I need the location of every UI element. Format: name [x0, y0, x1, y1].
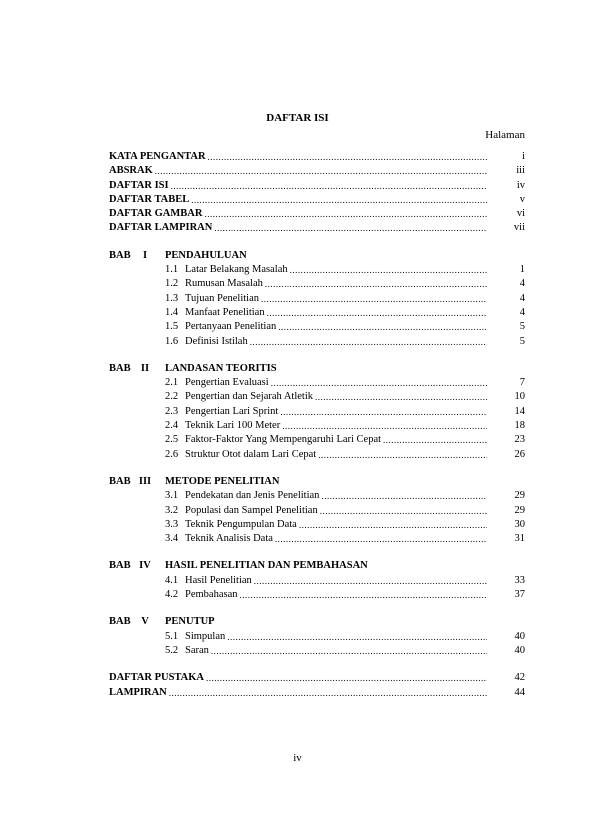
toc-section-entry	[109, 277, 525, 291]
dot-leader	[155, 164, 487, 178]
section-title: Rumusan Masalah	[185, 278, 263, 290]
chapters-list	[109, 249, 525, 671]
entry-page-number: 4	[519, 292, 525, 304]
entry-page-number: 7	[519, 377, 525, 389]
section-title: Hasil Penelitian	[185, 574, 252, 586]
back-matter-list	[109, 671, 525, 700]
toc-section-entry	[109, 292, 525, 306]
toc-entry	[109, 179, 525, 193]
section-title: Tujuan Penelitian	[185, 292, 259, 304]
dot-leader	[267, 306, 487, 320]
chapter-roman: V	[141, 616, 149, 628]
section-number: 1.5	[165, 321, 179, 333]
section-number: 2.1	[165, 377, 179, 389]
entry-page-number: 37	[514, 589, 525, 601]
dot-leader	[250, 335, 487, 349]
spacer	[109, 546, 525, 559]
entry-page-number: 42	[514, 672, 525, 684]
dot-leader	[290, 263, 487, 277]
section-number: 2.6	[165, 448, 179, 460]
entry-page-number: 4	[519, 278, 525, 290]
spacer	[109, 462, 525, 475]
page-title: DAFTAR ISI	[266, 112, 329, 124]
section-title: Faktor-Faktor Yang Mempengaruhi Lari Cepat	[185, 434, 382, 446]
section-number: 3.4	[165, 533, 179, 545]
dot-leader	[204, 207, 487, 221]
entry-label: DAFTAR TABEL	[109, 193, 190, 205]
section-number: 3.3	[165, 518, 179, 530]
entry-page-number: 14	[514, 405, 525, 417]
chapter-title: LANDASAN TEORITIS	[165, 362, 277, 374]
entry-label: DAFTAR ISI	[109, 179, 169, 191]
chapter-roman: III	[138, 475, 152, 487]
dot-leader	[206, 671, 487, 685]
toc-entry	[109, 164, 525, 178]
entry-label	[165, 433, 381, 447]
section-title: Pembahasan	[185, 589, 238, 601]
spacer	[109, 236, 525, 249]
entry-label	[165, 574, 252, 588]
section-number: 1.6	[165, 335, 179, 347]
dot-leader	[211, 644, 487, 658]
toc-section-entry	[109, 518, 525, 532]
entry-page-number: 44	[514, 686, 525, 698]
toc-section-entry	[109, 630, 525, 644]
entry-page-number: vii	[513, 222, 525, 234]
entry-page-number: 40	[514, 630, 525, 642]
dot-leader	[240, 588, 488, 602]
dot-leader	[254, 574, 487, 588]
dot-leader	[208, 150, 487, 164]
chapter-bab: BAB	[109, 249, 131, 261]
section-title: Pendekatan dan Jenis Penelitian	[185, 490, 320, 502]
entry-label: LAMPIRAN	[109, 686, 167, 698]
entry-page-number: vi	[516, 208, 525, 220]
section-number: 2.3	[165, 405, 179, 417]
section-number: 4.2	[165, 589, 179, 601]
entry-label	[165, 292, 259, 306]
chapter-roman: IV	[139, 560, 151, 572]
chapter-roman: II	[140, 362, 150, 374]
section-title: Pengertian dan Sejarah Atletik	[185, 391, 314, 403]
entry-label	[165, 277, 263, 291]
entry-page-number: i	[522, 151, 525, 162]
section-title: Simpulan	[185, 630, 226, 642]
dot-leader	[171, 179, 487, 193]
section-title: Pengertian Evaluasi	[185, 377, 269, 389]
toc-section-entry	[109, 376, 525, 390]
chapter-heading	[109, 559, 525, 573]
chapter-bab: BAB	[109, 560, 131, 572]
front-matter-list	[109, 150, 525, 236]
section-title: Pertanyaan Penelitian	[185, 321, 277, 333]
toc-section-entry	[109, 448, 525, 462]
entry-label	[165, 644, 209, 658]
entry-page-number: 4	[519, 306, 525, 318]
dot-leader	[278, 320, 487, 334]
section-title: Teknik Analisis Data	[185, 533, 273, 545]
section-number: 3.1	[165, 490, 179, 502]
entry-label	[165, 320, 276, 334]
section-number: 1.3	[165, 292, 179, 304]
section-title: Latar Belakang Masalah	[185, 264, 288, 276]
entry-label	[165, 588, 238, 602]
dot-leader	[383, 433, 487, 447]
toc-entry	[109, 193, 525, 207]
dot-leader	[299, 518, 487, 532]
toc-section-entry	[109, 433, 525, 447]
table-of-contents	[109, 150, 525, 700]
entry-page-number: 29	[514, 490, 525, 502]
spacer	[109, 602, 525, 615]
entry-page-number: 23	[514, 434, 525, 446]
toc-entry	[109, 686, 525, 700]
chapter-title: METODE PENELITIAN	[165, 475, 280, 487]
dot-leader	[315, 390, 487, 404]
section-title: Saran	[185, 644, 209, 656]
toc-section-entry	[109, 405, 525, 419]
toc-section-entry	[109, 489, 525, 503]
chapter-heading	[109, 249, 525, 263]
entry-label: DAFTAR LAMPIRAN	[109, 222, 213, 234]
toc-section-entry	[109, 419, 525, 433]
dot-leader	[318, 448, 487, 462]
section-number: 2.2	[165, 391, 179, 403]
entry-label	[165, 376, 269, 390]
section-title: Pengertian Lari Sprint	[185, 405, 279, 417]
dot-leader	[280, 405, 487, 419]
entry-label	[165, 405, 278, 419]
entry-label	[165, 630, 225, 644]
entry-label	[165, 263, 288, 277]
dot-leader	[191, 193, 487, 207]
entry-page-number: 40	[514, 644, 525, 656]
chapter-bab: BAB	[109, 616, 131, 628]
toc-section-entry	[109, 320, 525, 334]
section-title: Populasi dan Sampel Penelitian	[185, 504, 318, 516]
dot-leader	[261, 292, 487, 306]
entry-page-number: v	[519, 193, 525, 205]
page-column-header: Halaman	[485, 129, 525, 141]
chapter-bab: BAB	[109, 475, 131, 487]
toc-section-entry	[109, 306, 525, 320]
entry-label	[165, 489, 319, 503]
entry-page-number: iii	[516, 165, 525, 177]
chapter-bab: BAB	[109, 362, 131, 374]
entry-page-number: 31	[514, 533, 525, 545]
chapter-heading	[109, 615, 525, 629]
toc-section-entry	[109, 504, 525, 518]
entry-label	[165, 390, 313, 404]
dot-leader	[275, 532, 487, 546]
chapter-roman: I	[142, 249, 148, 261]
entry-label	[165, 504, 318, 518]
dot-leader	[321, 489, 487, 503]
entry-page-number: 29	[514, 504, 525, 516]
entry-page-number: 18	[514, 420, 525, 432]
entry-label	[165, 518, 297, 532]
entry-label: ABSRAK	[109, 165, 153, 177]
toc-entry	[109, 221, 525, 235]
chapter-title: PENDAHULUAN	[165, 249, 247, 261]
entry-label: DAFTAR PUSTAKA	[109, 672, 204, 684]
toc-entry	[109, 671, 525, 685]
entry-label: KATA PENGANTAR	[109, 151, 206, 162]
section-number: 1.1	[165, 264, 179, 276]
chapter-title: PENUTUP	[165, 616, 215, 628]
entry-page-number: 5	[519, 335, 525, 347]
chapter-heading	[109, 475, 525, 489]
section-number: 1.4	[165, 306, 179, 318]
entry-label	[165, 532, 273, 546]
section-number: 2.5	[165, 434, 179, 446]
section-title: Manfaat Penelitian	[185, 306, 265, 318]
section-number: 1.2	[165, 278, 179, 290]
dot-leader	[320, 504, 487, 518]
entry-page-number: iv	[516, 179, 525, 191]
entry-label	[165, 335, 248, 349]
entry-page-number: 26	[514, 448, 525, 460]
entry-label: DAFTAR GAMBAR	[109, 208, 203, 220]
dot-leader	[265, 277, 487, 291]
toc-entry	[109, 150, 525, 164]
toc-section-entry	[109, 263, 525, 277]
spacer	[109, 349, 525, 362]
toc-section-entry	[109, 574, 525, 588]
entry-page-number: 10	[514, 391, 525, 403]
toc-section-entry	[109, 588, 525, 602]
section-number: 3.2	[165, 504, 179, 516]
toc-section-entry	[109, 644, 525, 658]
dot-leader	[169, 686, 487, 700]
spacer	[109, 658, 525, 671]
section-title: Teknik Pengumpulan Data	[185, 518, 297, 530]
chapter-title: HASIL PENELITIAN DAN PEMBAHASAN	[165, 560, 368, 572]
section-number: 5.2	[165, 644, 179, 656]
page-number-footer: iv	[293, 752, 302, 764]
toc-entry	[109, 207, 525, 221]
toc-section-entry	[109, 532, 525, 546]
entry-page-number: 30	[514, 518, 525, 530]
dot-leader	[214, 221, 487, 235]
entry-page-number: 5	[519, 321, 525, 333]
dot-leader	[227, 630, 487, 644]
dot-leader	[271, 376, 487, 390]
toc-section-entry	[109, 390, 525, 404]
entry-label	[165, 448, 316, 462]
section-title: Struktur Otot dalam Lari Cepat	[185, 448, 317, 460]
dot-leader	[282, 419, 487, 433]
section-number: 2.4	[165, 420, 179, 432]
section-title: Definisi Istilah	[185, 335, 248, 347]
entry-label	[165, 306, 265, 320]
section-number: 4.1	[165, 574, 179, 586]
section-title: Teknik Lari 100 Meter	[185, 420, 281, 432]
section-number: 5.1	[165, 630, 179, 642]
entry-label	[165, 419, 280, 433]
toc-section-entry	[109, 335, 525, 349]
entry-page-number: 1	[519, 264, 525, 276]
entry-page-number: 33	[514, 574, 525, 586]
chapter-heading	[109, 362, 525, 376]
